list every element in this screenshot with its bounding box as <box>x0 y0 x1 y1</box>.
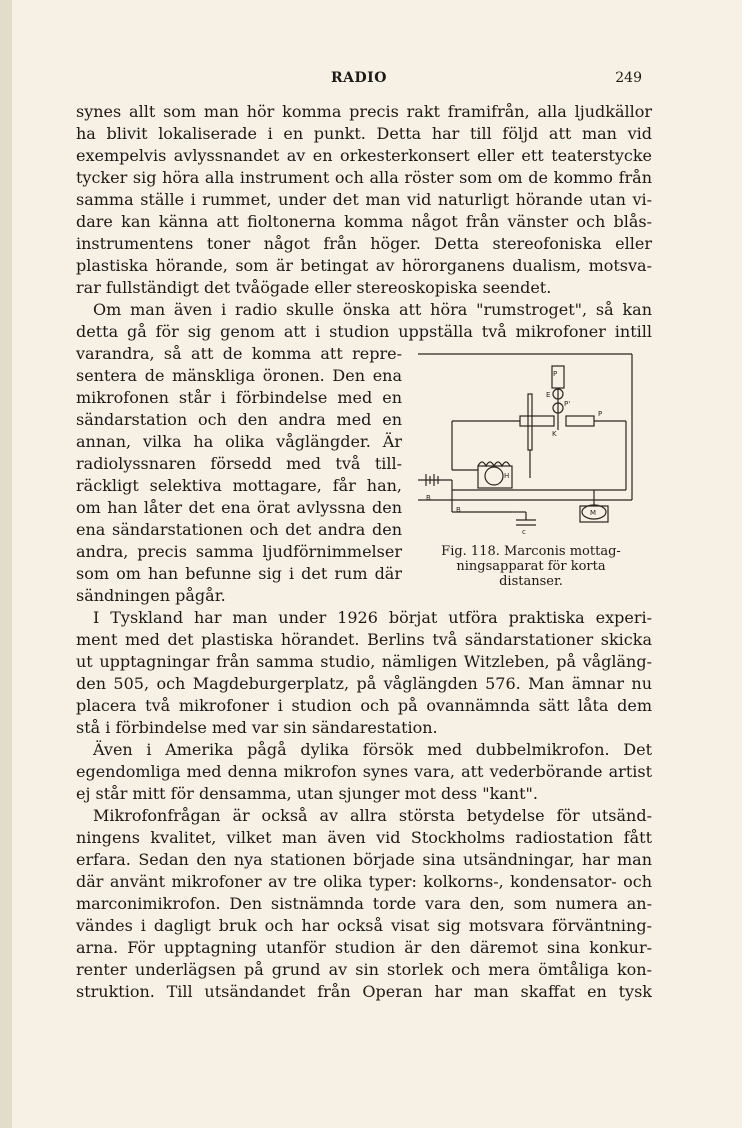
text-line: plastiska hörande, som är betingat av hörorganens dualism, motsva- <box>76 256 652 275</box>
coupler-p-right <box>566 416 594 426</box>
label-e: E <box>546 391 551 399</box>
text-line: sentera de mänskliga öronen. Den ena <box>76 366 402 385</box>
text-line: instrumentens toner något från höger. Detta stereofoniska eller <box>76 234 652 253</box>
text-line: vändes i dagligt bruk och har också visat sig motsvara förväntning- <box>76 916 652 935</box>
text-block-bottom <box>76 607 652 1003</box>
text-line: andra, precis samma ljudförnimmelser <box>76 542 402 561</box>
text-line: synes allt som man hör komma precis rakt framifrån, alla ljudkällor <box>76 102 652 121</box>
text-line: erfara. Sedan den nya stationen började sina utsändningar, har man <box>76 850 652 869</box>
label-p: P <box>553 370 558 378</box>
page-spine-edge <box>0 0 12 1128</box>
text-line: ej står mitt för densamma, utan sjunger mot dess "kant". <box>76 784 538 803</box>
label-b-lower: B <box>456 506 461 514</box>
text-line: marconimikrofon. Den sistnämnda torde vara den, som numera an- <box>76 894 652 913</box>
text-line: den 505, och Magdeburgerplatz, på våglängden 576. Man ämnar nu <box>76 674 652 693</box>
text-line: dare kan känna att fioltonerna komma något från vänster och blås- <box>76 212 652 231</box>
label-pprime: P' <box>564 400 571 408</box>
text-line: om han låter det ena örat avlyssna den <box>76 498 402 517</box>
text-line: som om han befunne sig i det rum där <box>76 564 402 583</box>
text-line: Mikrofonfrågan är också av allra största betydelse för utsänd- <box>93 806 652 825</box>
caption-line: Fig. 118. Marconis mottag- <box>441 544 621 559</box>
text-line: varandra, så att de komma att repre- <box>76 344 402 363</box>
label-k: K <box>552 430 557 438</box>
figure-caption <box>418 544 644 589</box>
text-line: Även i Amerika pågå dylika försök med dubbelmikrofon. Det <box>93 740 652 759</box>
text-line: radiolyssnaren försedd med två till- <box>76 454 402 473</box>
text-line: tycker sig höra alla instrument och alla röster som om de kommo från <box>76 168 652 187</box>
caption-line: ningsapparat för korta <box>456 559 606 574</box>
valve-tube <box>485 467 503 485</box>
text-block-top <box>76 101 652 343</box>
text-line: exempelvis avlyssnandet av en orkesterkonsert eller ett teaterstycke <box>76 146 652 165</box>
inductor-coil <box>478 462 510 466</box>
circuit-diagram <box>412 350 644 536</box>
text-line: ena sändarstationen och det andra den <box>76 520 402 539</box>
text-line: sändningen pågår. <box>76 586 226 605</box>
label-p-right: P <box>598 410 603 418</box>
text-line: I Tyskland har man under 1926 börjat utföra praktiska experi- <box>93 608 652 627</box>
text-line: ment med det plastiska hörandet. Berlins två sändarstationer skicka <box>76 630 652 649</box>
text-line: sändarstation och den andra med en <box>76 410 402 429</box>
label-m: M <box>590 509 597 517</box>
text-line: samma ställe i rummet, under det man vid naturligt hörande utan vi- <box>76 190 652 209</box>
text-line: renter underlägsen på grund av sin storlek och mera ömtåliga kon- <box>76 960 652 979</box>
text-line: struktion. Till utsändandet från Operan har man skaffat en tysk <box>76 982 652 1001</box>
spindle <box>528 394 532 450</box>
text-line: räckligt selektiva mottagare, får han, <box>76 476 402 495</box>
page-header <box>76 70 642 92</box>
text-line: arna. För upptagning utanför studion är den däremot sina konkur- <box>76 938 652 957</box>
figure-118-schematic <box>412 350 644 536</box>
text-line: detta gå för sig genom att i studion uppställa två mikrofoner intill <box>76 322 652 341</box>
text-line: placera två mikrofoner i studion och på ovannämnda sätt låta dem <box>76 696 652 715</box>
text-line: stå i förbindelse med var sin sändarestation. <box>76 718 438 737</box>
label-c: c <box>522 528 526 536</box>
label-h: H <box>504 472 510 480</box>
text-line: där använt mikrofoner av tre olika typer: kolkorns-, kondensator- och <box>76 872 652 891</box>
text-line: Om man även i radio skulle önska att höra "rumstroget", så kan <box>93 300 652 319</box>
page-number: 249 <box>615 70 642 86</box>
label-b-left: B <box>426 494 431 502</box>
coupler-p-left <box>520 416 554 426</box>
text-line: ningens kvalitet, vilket man även vid Stockholms radiostation fått <box>76 828 652 847</box>
text-line: rar fullständigt det tvåögade eller stereoskopiska seendet. <box>76 278 552 297</box>
text-line: ha blivit lokaliserade i en punkt. Detta har till följd att man vid <box>76 124 652 143</box>
text-line: ut upptagningar från samma studio, nämligen Witzleben, på vågläng- <box>76 652 652 671</box>
text-line: egendomliga med denna mikrofon synes vara, att vederbörande artist <box>76 762 652 781</box>
caption-line: distanser. <box>499 574 563 589</box>
text-line: mikrofonen står i förbindelse med en <box>76 388 402 407</box>
running-head: RADIO <box>331 70 387 86</box>
text-line: annan, vilka ha olika våglängder. Är <box>76 432 402 451</box>
